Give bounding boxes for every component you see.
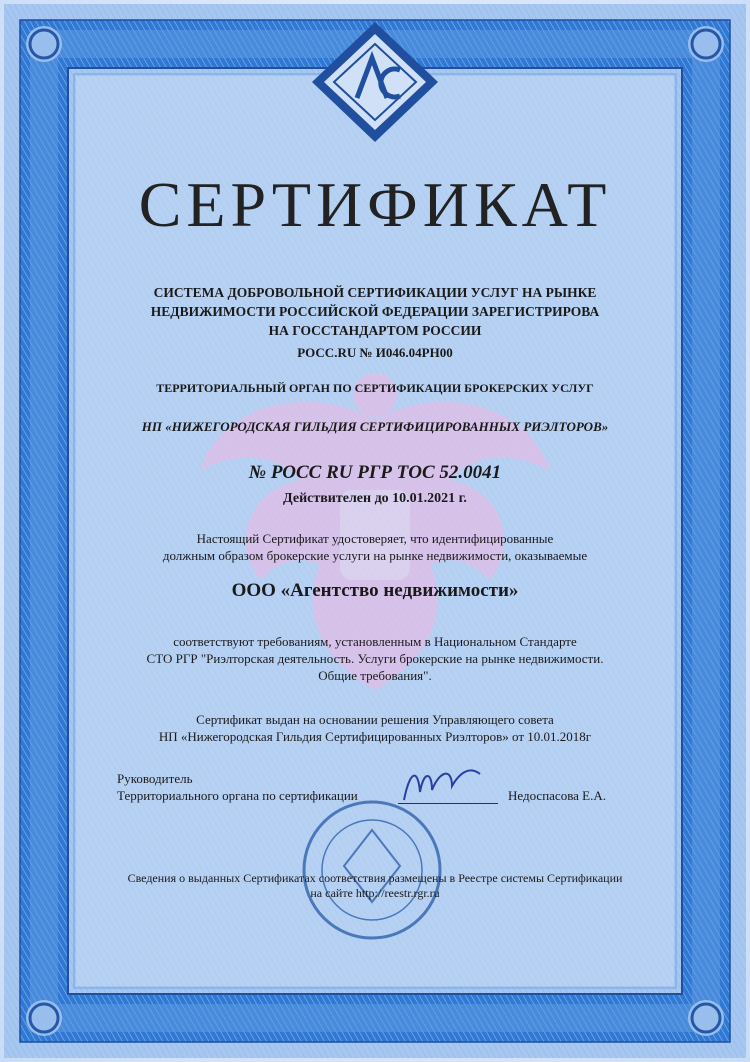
head-title: Руководитель — [117, 771, 193, 786]
system-heading: СИСТЕМА ДОБРОВОЛЬНОЙ СЕРТИФИКАЦИИ УСЛУГ НА РЫНКЕ НЕДВИЖИМОСТИ РОССИЙСКОЙ ФЕДЕРАЦИИ ЗАРЕГИСТРИРОВА НА ГОССТАНДАРТОМ РОССИИ — [150, 285, 600, 338]
certificate-title: СЕРТИФИКАТ — [138, 169, 612, 240]
head-body: Территориального органа по сертификации — [117, 788, 358, 803]
signature-line — [398, 803, 498, 804]
organization-name: ООО «Агентство недвижимости» — [231, 580, 519, 601]
partnership-name: НП «НИЖЕГОРОДСКАЯ ГИЛЬДИЯ СЕРТИФИЦИРОВАННЫХ РИЭЛТОРОВ» — [141, 419, 609, 434]
registration-number: РОСС.RU № И046.04РН00 — [297, 345, 453, 360]
certificate-number: № РОСС RU РГР ТОС 52.0041 — [248, 462, 502, 483]
basis-text: Сертификат выдан на основании решения Управляющего совета НП «Нижегородская Гильдия Сертифицированных Риэлторов» от 10.01.2018г — [158, 712, 592, 744]
registry-note: Сведения о выданных Сертификатах соответствия размещены в Реестре системы Сертификации на сайте http://reestr.rgr.ru — [127, 871, 623, 900]
head-name: Недоспасова Е.А. — [508, 788, 607, 803]
validity-date: Действителен до 10.01.2021 г. — [283, 491, 467, 506]
standard-text: соответствуют требованиям, установленным в Национальном Стандарте СТО РГР "Риэлторская деятельность. Услуги брокерские на рынке недвижимости. Общие требования". — [146, 634, 604, 683]
intro-text: Настоящий Сертификат удостоверяет, что идентифицированные должным образом брокерские услуги на рынке недвижимости, оказываемые — [162, 531, 588, 563]
territorial-body: ТЕРРИТОРИАЛЬНЫЙ ОРГАН ПО СЕРТИФИКАЦИИ БРОКЕРСКИХ УСЛУГ — [156, 381, 594, 395]
